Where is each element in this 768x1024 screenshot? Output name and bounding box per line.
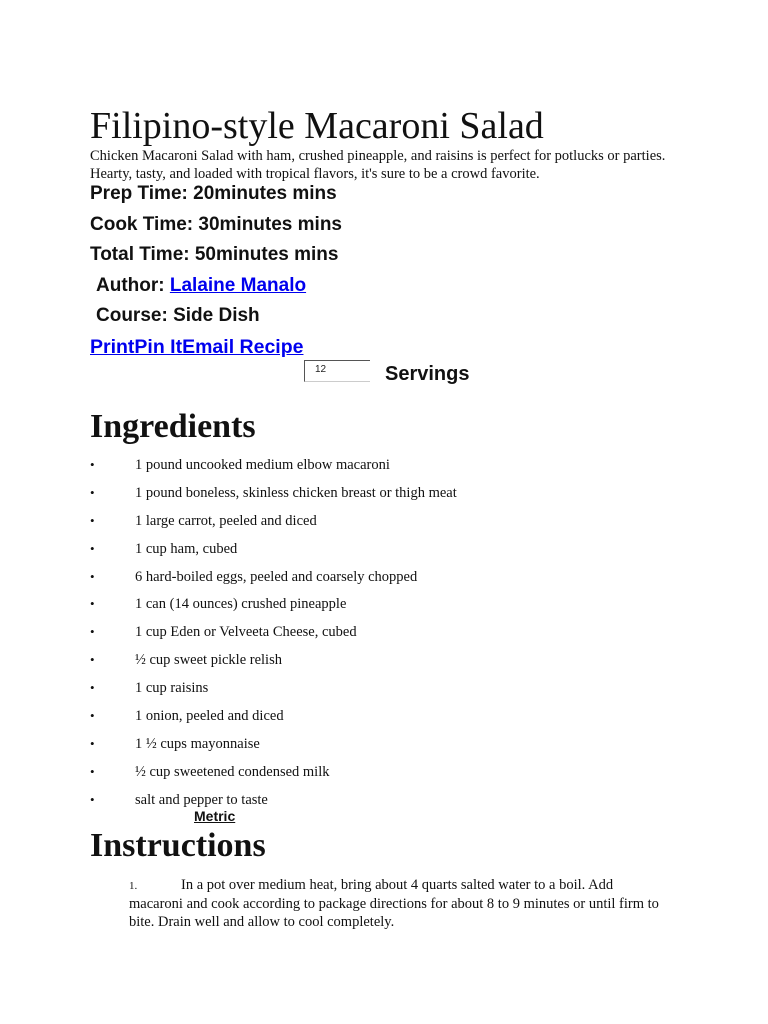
step-text: In a pot over medium heat, bring about 4 quarts salted water to a boil. Add macaroni and cook according to package directions for about 8 to 9 minutes or until firm to bite. Drain well and allow to cool completely. xyxy=(129,877,659,930)
bullet-icon: • xyxy=(90,596,95,612)
ingredient-text: 1 ½ cups mayonnaise xyxy=(135,735,260,752)
ingredient-text: 1 can (14 ounces) crushed pineapple xyxy=(135,596,347,613)
instruction-step xyxy=(129,876,669,931)
ingredient-text: ½ cup sweet pickle relish xyxy=(135,652,282,669)
ingredient-text: salt and pepper to taste xyxy=(135,791,268,808)
step-number: 1. xyxy=(129,880,138,892)
ingredient-text: 1 cup ham, cubed xyxy=(135,540,238,557)
bullet-icon: • xyxy=(90,624,95,640)
author-link[interactable]: Lalaine Manalo xyxy=(169,275,307,296)
servings-input[interactable]: 12 xyxy=(304,360,370,382)
ingredient-text: 6 hard-boiled eggs, peeled and coarsely chopped xyxy=(135,568,418,585)
cook-time: Cook Time: 30minutes mins xyxy=(90,214,342,235)
bullet-icon: • xyxy=(90,652,95,668)
instructions-heading: Instructions xyxy=(90,827,266,864)
course: Course: Side Dish xyxy=(96,305,260,326)
author-line xyxy=(96,275,306,297)
metric-toggle[interactable]: Metric xyxy=(194,808,236,824)
ingredient-text: 1 cup Eden or Velveeta Cheese, cubed xyxy=(135,624,357,641)
ingredient-text: 1 pound boneless, skinless chicken breast or thigh meat xyxy=(135,484,457,501)
ingredient-text: 1 cup raisins xyxy=(135,680,209,697)
ingredient-text: 1 pound uncooked medium elbow macaroni xyxy=(135,457,390,473)
bullet-icon: • xyxy=(90,763,95,779)
ingredient-text: ½ cup sweetened condensed milk xyxy=(135,763,330,780)
ingredient-text: 1 onion, peeled and diced xyxy=(135,708,284,725)
bullet-icon: • xyxy=(90,680,95,696)
bullet-icon: • xyxy=(90,791,95,807)
ingredients-heading: Ingredients xyxy=(90,408,256,445)
bullet-icon: • xyxy=(90,484,95,500)
recipe-title: Filipino-style Macaroni Salad xyxy=(90,105,544,147)
recipe-description: Chicken Macaroni Salad with ham, crushed pineapple, and raisins is perfect for potlucks or parties. Hearty, tasty, and loaded with tropical flavors, it's sure to be a crowd favorite. xyxy=(90,148,666,182)
bullet-icon: • xyxy=(90,568,95,584)
author-label: Author: xyxy=(96,275,165,296)
bullet-icon: • xyxy=(90,708,95,724)
bullet-icon: • xyxy=(90,540,95,556)
servings-label: Servings xyxy=(385,363,470,385)
bullet-icon: • xyxy=(90,735,95,751)
ingredient-text: 1 large carrot, peeled and diced xyxy=(135,512,317,529)
bullet-icon: • xyxy=(90,457,95,472)
total-time: Total Time: 50minutes mins xyxy=(90,244,339,265)
prep-time: Prep Time: 20minutes mins xyxy=(90,183,337,204)
recipe-actions-link[interactable]: PrintPin ItEmail Recipe xyxy=(90,336,304,358)
bullet-icon: • xyxy=(90,512,95,528)
